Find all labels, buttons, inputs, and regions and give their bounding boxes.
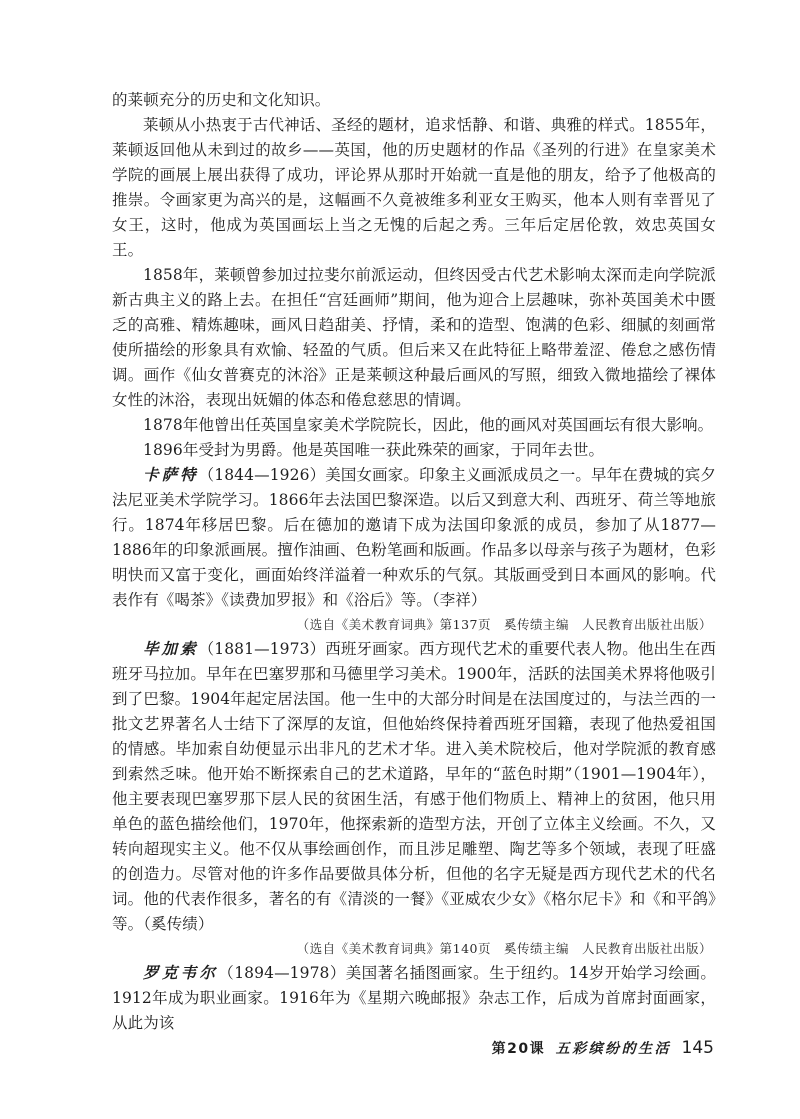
paragraph-continuation: 的莱顿充分的历史和文化知识。 [112, 91, 331, 109]
entry-picasso [112, 637, 716, 937]
page-content [112, 88, 716, 1088]
lesson-title: 五彩缤纷的生活 [555, 1041, 672, 1057]
entry-cassatt [112, 463, 716, 613]
entry-source: （选自《美术教育词典》第137页 奚传绩主编 人民教育出版社出版） [296, 617, 712, 632]
paragraph-leighton-1896: 1896年受封为男爵。他是英国唯一获此殊荣的画家，于同年去世。 [143, 441, 605, 459]
entry-name: 卡萨特 [143, 466, 199, 484]
paragraph-leighton-1878: 1878年他曾出任英国皇家美术学院院长，因此，他的画风对英国画坛有很大影响。 [143, 416, 714, 434]
lesson-label: 第20课 [491, 1041, 546, 1057]
entry-text: （1881—1973）西班牙画家。西方现代艺术的重要代表人物。他出生在西班牙马拉加。早年在巴塞罗那和马德里学习美术。1900年，活跃的法国美术界将他吸引到了巴黎。1904年起定居法国。他一生中的大部分时间是在法国度过的，与法兰西的一批文艺界著名人士结下了深厚的友谊，但他始终保持着西班牙国籍，表现了他热爱祖国的情感。毕加索自幼便显示出非凡的艺术才华。进入美术院校后，他对学院派的教育感到索然乏味。他开始不断探索自己的艺术道路，早年的“蓝色时期”（1901—1904年），他主要表现巴塞罗那下层人民的贫困生活，有感于他们物质上、精神上的贫困，他只用单色的蓝色描绘他们，1970年，他探索新的造型方法，开创了立体主义绘画。不久，又转向超现实主义。他不仅从事绘画创作，而且涉足雕塑、陶艺等多个领域，表现了旺盛的创造力。尽管对他的许多作品要做具体分析，但他的名字无疑是西方现代艺术的代名词。他的代表作很多，著名的有《清淡的一餐》《亚威农少女》《格尔尼卡》和《和平鸽》等。（奚传绩） [112, 640, 716, 933]
entry-source: （选自《美术教育词典》第140页 奚传绩主编 人民教育出版社出版） [296, 941, 712, 956]
entry-name: 罗克韦尔 [143, 964, 219, 982]
entry-name: 毕加索 [143, 640, 199, 658]
page-footer [492, 1038, 714, 1058]
page-number: 145 [681, 1038, 714, 1058]
paragraph-leighton-1858: 1858年，莱顿曾参加过拉斐尔前派运动，但终因受古代艺术影响太深而走向学院派新古典主义的路上去。在担任“宫廷画师”期间，他为迎合上层趣味，弥补英国美术中匮乏的高雅、精炼趣味，画风日趋甜美、抒情，柔和的造型、饱满的色彩、细腻的刻画常使所描绘的形象具有欢愉、轻盈的气质。但后来又在此特征上略带羞涩、倦怠之感伤情调。画作《仙女普赛克的沐浴》正是莱顿这种最后画风的写照，细致入微地描绘了裸体女性的沐浴，表现出妩媚的体态和倦怠慈思的情调。 [112, 266, 716, 409]
entry-text: （1894—1978）美国著名插图画家。生于纽约。14岁开始学习绘画。1912年成为职业画家。1916年为《星期六晚邮报》杂志工作，后成为首席封面画家，从此为该 [112, 964, 716, 1032]
entry-text: （1844—1926）美国女画家。印象主义画派成员之一。早年在费城的宾夕法尼亚美术学院学习。1866年去法国巴黎深造。以后又到意大利、西班牙、荷兰等地旅行。1874年移居巴黎。后在德加的邀请下成为法国印象派的成员，参加了从1877—1886年的印象派画展。擅作油画、色粉笔画和版画。作品多以母亲与孩子为题材，色彩明快而又富于变化，画面始终洋溢着一种欢乐的气氛。其版画受到日本画风的影响。代表作有《喝茶》《读费加罗报》和《浴后》等。（李祥） [112, 466, 716, 609]
entry-rockwell [112, 961, 716, 1036]
paragraph-leighton-early: 莱顿从小热衷于古代神话、圣经的题材，追求恬静、和谐、典雅的样式。1855年，莱顿返回他从未到过的故乡——英国，他的历史题材的作品《圣列的行进》在皇家美术学院的画展上展出获得了成功，评论界从那时开始就一直是他的朋友，给予了他极高的推崇。令画家更为高兴的是，这幅画不久竟被维多利亚女王购买，他本人则有幸晋见了女王，这时，他成为英国画坛上当之无愧的后起之秀。三年后定居伦敦，效忠英国女王。 [112, 116, 716, 259]
